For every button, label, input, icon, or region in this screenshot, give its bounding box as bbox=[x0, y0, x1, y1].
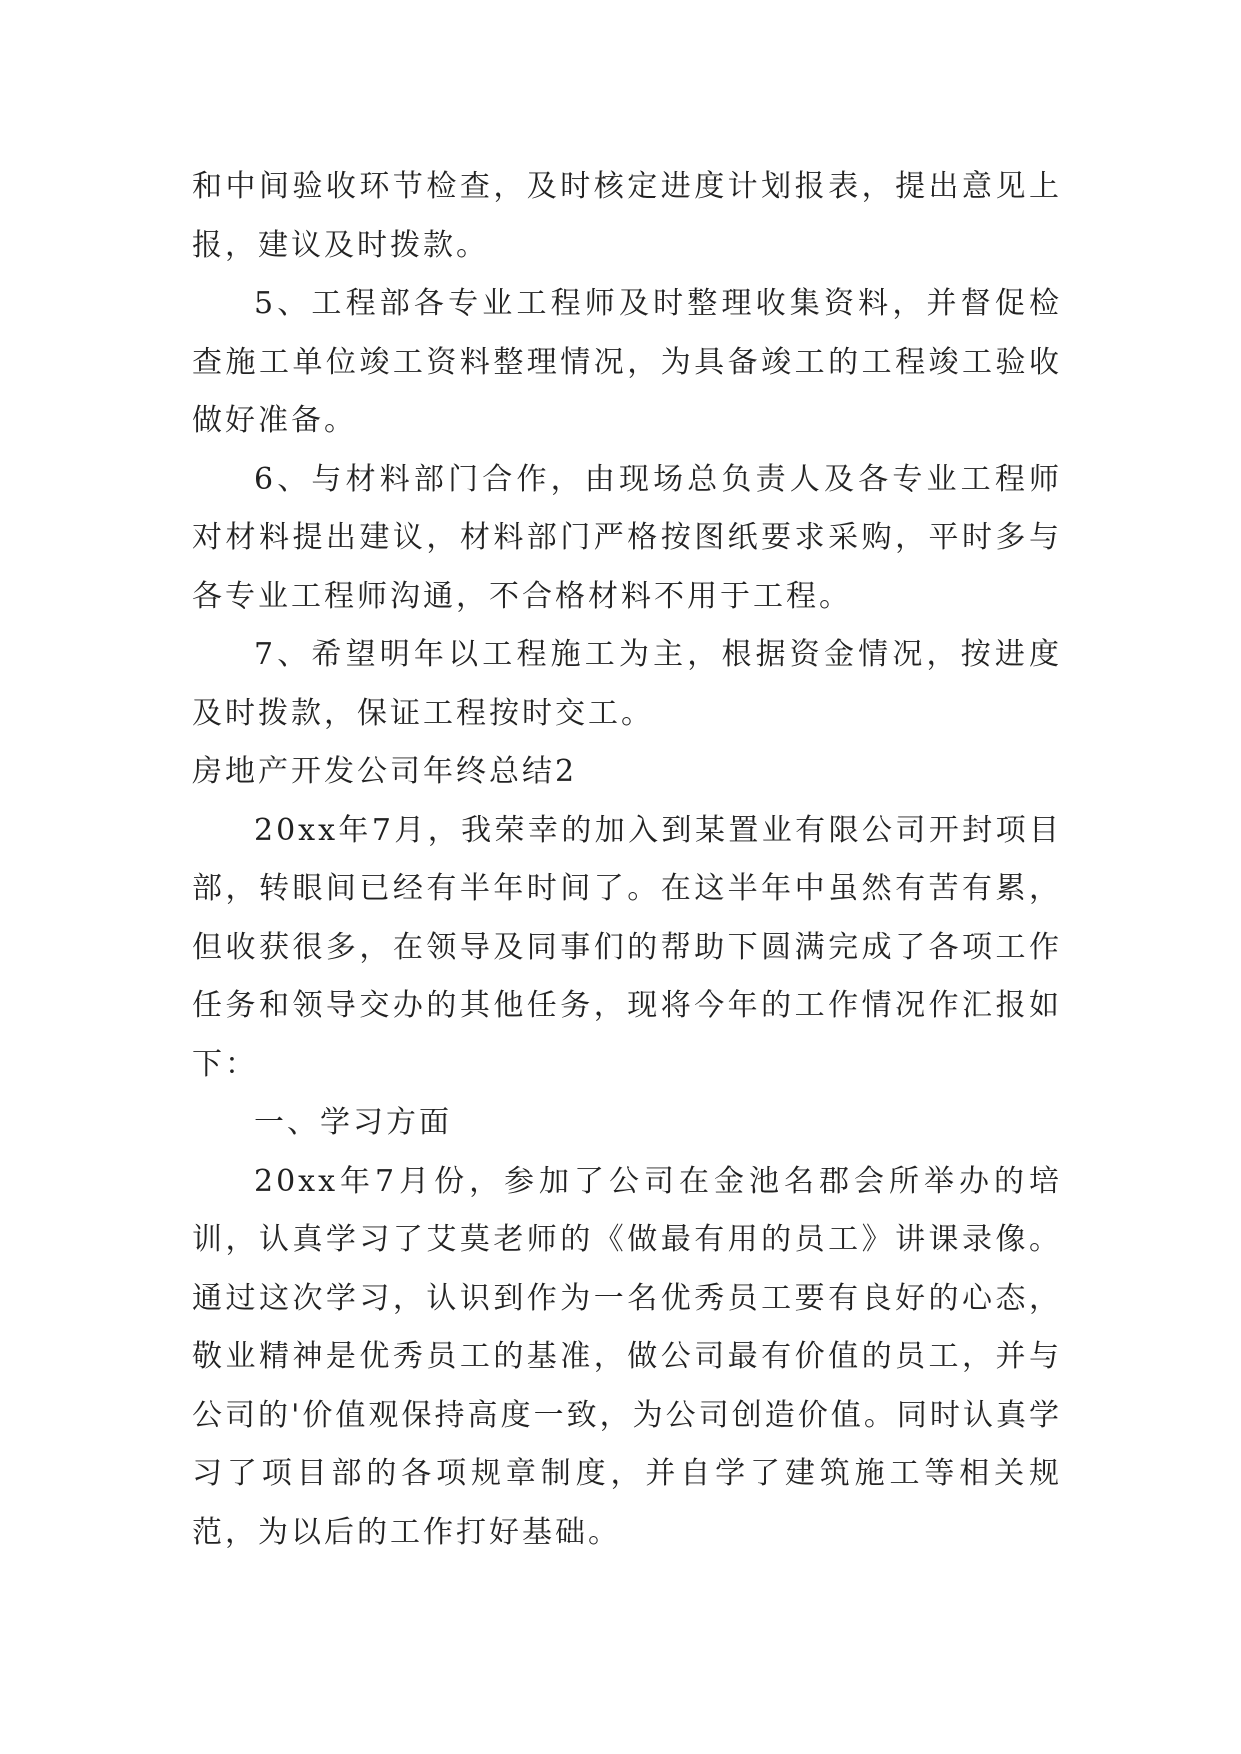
document-body bbox=[192, 158, 1062, 1562]
paragraph-item-6: 6、与材料部门合作，由现场总负责人及各专业工程师对材料提出建议，材料部门严格按图纸要求采购，平时多与各专业工程师沟通，不合格材料不用于工程。 bbox=[192, 461, 1062, 614]
section-title: 房地产开发公司年终总结2 bbox=[192, 754, 578, 789]
paragraph-item-5: 5、工程部各专业工程师及时整理收集资料，并督促检查施工单位竣工资料整理情况，为具备竣工的工程竣工验收做好准备。 bbox=[192, 286, 1062, 438]
section-heading-study: 一、学习方面 bbox=[254, 1105, 452, 1140]
paragraph-intro: 20xx年7月，我荣幸的加入到某置业有限公司开封项目部，转眼间已经有半年时间了。在这半年中虽然有苦有累，但收获很多，在领导及同事们的帮助下圆满完成了各项工作任务和领导交办的其他任务，现将今年的工作情况作汇报如下： bbox=[192, 812, 1062, 1082]
paragraph-item-7: 7、希望明年以工程施工为主，根据资金情况，按进度及时拨款，保证工程按时交工。 bbox=[192, 637, 1062, 731]
paragraph-continuation: 和中间验收环节检查，及时核定进度计划报表，提出意见上报，建议及时拨款。 bbox=[192, 169, 1062, 263]
paragraph-study: 20xx年7月份，参加了公司在金池名郡会所举办的培训，认真学习了艾莫老师的《做最有用的员工》讲课录像。通过这次学习，认识到作为一名优秀员工要有良好的心态，敬业精神是优秀员工的基准，做公司最有价值的员工，并与公司的'价值观保持高度一致，为公司创造价值。同时认真学习了项目部的各项规章制度，并自学了建筑施工等相关规范，为以后的工作打好基础。 bbox=[192, 1163, 1062, 1550]
